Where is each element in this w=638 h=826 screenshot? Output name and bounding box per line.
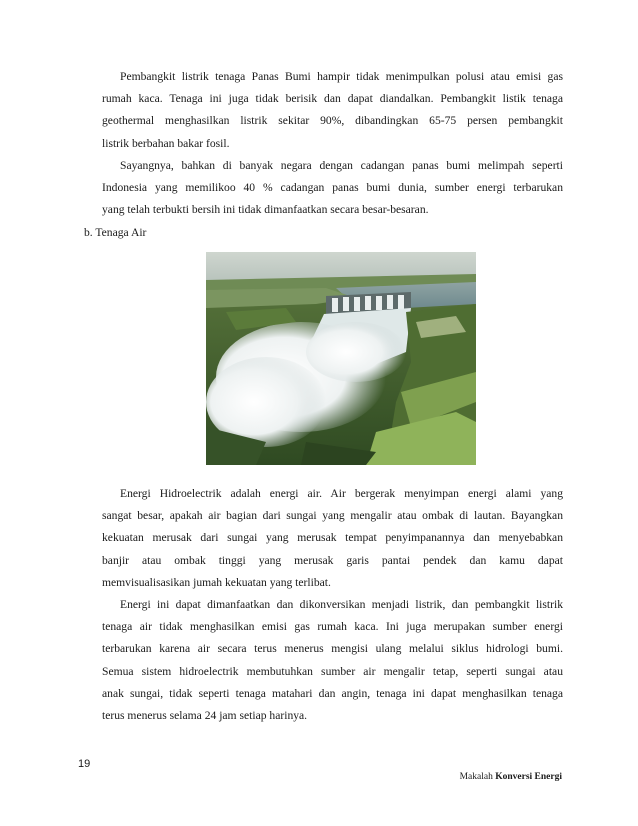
footer-prefix: Makalah: [459, 772, 496, 782]
text-line: geothermal menghasilkan listrik sekitar 90%, dibandingkan 65-75 persen pembangkit: [102, 114, 563, 128]
text-line: Energi Hidroelectrik adalah energi air. Air bergerak menyimpan energi alami yang: [120, 487, 563, 500]
text-line: yang telah terbukti bersih ini tidak dimanfaatkan secara besar-besaran.: [102, 203, 429, 217]
text-line: Semua sistem hidroelectrik membutuhkan sumber air mengalir tetap, seperti sungai atau: [102, 664, 563, 678]
page-footer: [460, 772, 562, 782]
text-line: terus menerus selama 24 jam setiap harinya.: [102, 708, 308, 722]
footer-title: Konversi Energi: [495, 772, 562, 782]
text-line: Pembangkit listrik tenaga Panas Bumi hampir tidak menimpulkan polusi atau emisi gas: [120, 70, 563, 83]
text-line: rumah kaca. Tenaga ini juga tidak berisik dan dapat diandalkan. Pembangkit listik tenaga: [102, 92, 563, 106]
text-line: sangat besar, apakah air bagian dari sungai yang mengalir atau ombak di lautan. Bayangkan: [102, 509, 563, 523]
text-line: anak sungai, tidak seperti tenaga matahari dan angin, tenaga ini dapat menghasilkan tenaga: [102, 686, 563, 700]
section-heading: b. Tenaga Air: [84, 226, 147, 239]
page-number: 19: [78, 758, 91, 770]
text-line: terbarukan karena air secara terus menerus mengisi ulang melalui siklus hidrologi bumi.: [102, 642, 563, 656]
text-line: Energi ini dapat dimanfaatkan dan dikonversikan menjadi listrik, dan pembangkit listrik: [120, 598, 563, 611]
paragraph-geothermal-benefits: [102, 66, 563, 155]
paragraph-hydroelectric-definition: [102, 483, 563, 594]
hydroelectric-dam-photo: [206, 252, 476, 465]
text-line: listrik berbahan bakar fosil.: [102, 136, 230, 150]
text-line: memvisualisasikan jumah kekuatan yang terlibat.: [102, 575, 331, 589]
paragraph-hydroelectric-benefits: [102, 594, 563, 727]
text-line: kekuatan merusak dari sungai yang merusak tempat penyimpanannya dan menyebabkan: [102, 531, 563, 545]
text-line: Sayangnya, bahkan di banyak negara dengan cadangan panas bumi melimpah seperti: [120, 159, 563, 172]
paragraph-geothermal-indonesia: [102, 155, 563, 222]
text-line: Indonesia yang memilikoo 40 % cadangan panas bumi dunia, sumber energi terbarukan: [102, 181, 563, 195]
text-line: banjir atau ombak tinggi yang merusak garis pantai pendek dan kamu dapat: [102, 553, 563, 567]
text-line: tenaga air tidak menghasilkan emisi gas rumah kaca. Ini juga merupakan sumber energi: [102, 620, 563, 634]
